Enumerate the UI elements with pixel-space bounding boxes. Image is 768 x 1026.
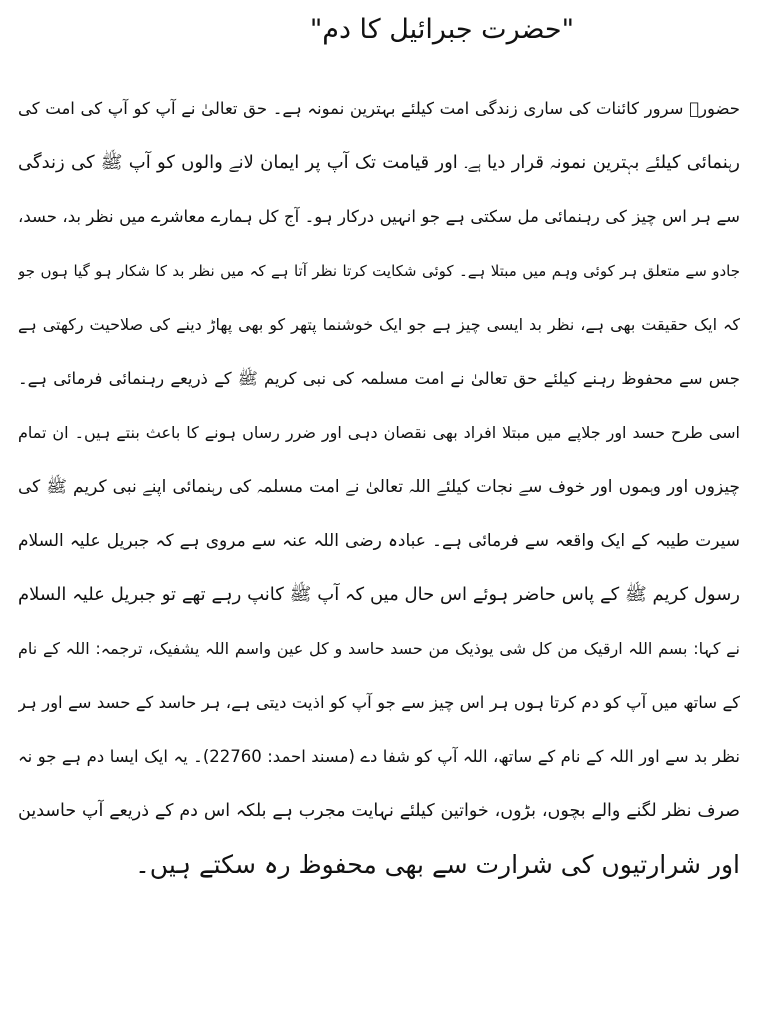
body-line: صرف نظر لگنے والے بچوں، بڑوں، خواتین کیلئے نہایت مجرب ہے بلکہ اس دم کے ذریعے آپ حاسدین: [18, 801, 740, 821]
body-line: سے ہر اس چیز کی رہنمائی مل سکتی ہے جو انہیں درکار ہو۔ آج کل ہمارے معاشرے میں نظر بد، حسد،: [18, 207, 740, 226]
body-line: نظر بد سے اور اللہ کے نام کے ساتھ، اللہ آپ کو شفا دے (مسند احمد: 22760)۔ یہ ایک ایسا دم ہے جو نہ: [18, 747, 740, 766]
article-body: [18, 82, 740, 892]
body-line: رسول کریم ﷺ کے پاس حاضر ہوئے اس حال میں کہ آپ ﷺ کانپ رہے تھے تو جبریل علیہ السلام: [18, 584, 740, 605]
body-line: حضورؐ سرور کائنات کی ساری زندگی امت کیلئے بہترین نمونہ ہے۔ حق تعالیٰ نے آپ کو آپ کی امت کی: [18, 99, 740, 118]
body-line-last: اور شرارتیوں کی شرارت سے بھی محفوظ رہ سکتے ہیں۔: [135, 850, 740, 879]
article-title: "حضرت جبرائیل کا دم": [309, 14, 574, 45]
body-line: سیرت طیبہ کے ایک واقعہ سے فرمائی ہے۔ عبادہ رضی اللہ عنہ سے مروی ہے کہ جبریل علیہ السلام: [18, 531, 740, 551]
body-line: نے کہا: بسم اللہ ارقیک من کل شی یوذیک من حسد حاسد و کل عین واسم اللہ یشفیک، ترجمہ: اللہ کے نام: [18, 639, 740, 658]
body-line: کہ ایک حقیقت بھی ہے، نظر بد ایسی چیز ہے جو ایک خوشنما پتھر کو بھی پھاڑ دینے کی صلاحیت رکھتی ہے: [18, 315, 740, 334]
body-line: چیزوں اور وہموں اور خوف سے نجات کیلئے اللہ تعالیٰ نے امت مسلمہ کی رہنمائی اپنے نبی کریم ﷺ کی: [18, 477, 740, 497]
body-line: اسی طرح حسد اور جلاپے میں مبتلا افراد بھی نقصان دہی اور ضرر رساں ہونے کا باعث بنتے ہیں۔ ان تمام: [18, 423, 740, 442]
body-line: کے ساتھ میں آپ کو دم کرتا ہوں ہر اس چیز سے جو آپ کو اذیت دیتی ہے، ہر حاسد کے حسد سے اور ہر: [18, 693, 740, 712]
body-line: رہنمائی کیلئے بہترین نمونہ قرار دیا ہے۔ اور قیامت تک آپ پر ایمان لانے والوں کو آپ ﷺ کی زندگی: [18, 152, 740, 173]
body-line: جس سے محفوظ رہنے کیلئے حق تعالیٰ نے امت مسلمہ کی نبی کریم ﷺ کے ذریعے رہنمائی فرمائی ہے۔: [18, 369, 740, 388]
body-line: جادو سے متعلق ہر کوئی وہم میں مبتلا ہے۔ کوئی شکایت کرتا نظر آتا ہے کہ میں نظر بد کا شکار ہو گیا ہوں جو: [18, 262, 740, 280]
